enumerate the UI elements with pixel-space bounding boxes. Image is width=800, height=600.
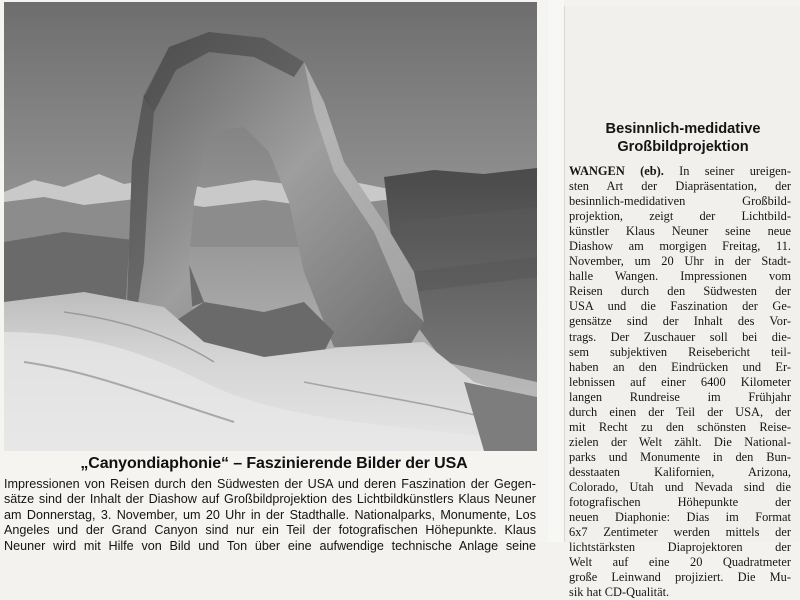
right-headline-line: Besinnlich-medidative [605,121,761,137]
right-article-line: lichtstärksten Diaprojektoren der [569,540,791,555]
right-article-line: Colorado, Utah und Nevada sind die [569,479,791,494]
right-article-body [569,164,791,600]
right-article-line: USA und die Faszination der Ge- [569,299,791,314]
right-article-line: projektion, zeigt der Lichtbild- [569,209,791,224]
right-article-line: desstaaten Kalifornien, Arizona, [569,464,791,479]
left-article-line: Impressionen von Reisen durch den Südwesten der USA und deren Faszination der Gegen- [4,477,536,491]
right-article-line: zielen der Welt zählt. Die National- [569,434,791,449]
right-headline [565,120,800,156]
page-gutter [548,0,564,542]
right-article-line: mit Recht zu den schönsten Reise- [569,419,791,434]
left-headline: „Canyondiaphonie“ – Faszinierende Bilder der USA [80,455,468,472]
right-article-line: fotografischen Höhepunkte der [569,495,791,510]
dateline: WANGEN (eb). [569,164,664,178]
right-article-line: neuen Diaphonie: Dias im Format [569,510,791,525]
right-article-first-line [569,164,791,179]
right-article-line: künstler Klaus Neuner seine neue [569,224,791,239]
right-article-line: große Leinwand projiziert. Die Mu- [569,570,791,585]
right-article-line: November, um 20 Uhr in der Stadt- [569,254,791,269]
right-article-line: Diashow am morgigen Freitag, 11. [569,239,791,254]
left-article-line: sätze sind der Inhalt der Diashow auf Großbildprojektion des Lichtbildkünstlers Klaus Neuner [4,492,536,507]
right-article-line: Reisen durch den Südwesten der [569,284,791,299]
right-article-line: sem subjektiven Reisebericht teil- [569,344,791,359]
right-newspaper-clipping [564,6,800,600]
right-article-line: parks und Monumente in den Bun- [569,449,791,464]
right-article-line: 6x7 Zentimeter werden mittels der [569,525,791,540]
right-article-line: trags. Der Zuschauer soll bei die- [569,329,791,344]
right-article-line: sik hat CD-Qualität. [569,585,670,600]
right-article-line: durch einen der Teil der USA, der [569,404,791,419]
right-article-line: langen Rundreise im Frühjahr [569,389,791,404]
left-article-line: am Donnerstag, 3. November, um 20 Uhr in der Stadthalle. Nationalparks, Monumente, Los [4,507,536,522]
first-line-text: In seiner ureigen- [679,164,791,178]
right-article-line: gensätze sind der Inhalt des Vor- [569,314,791,329]
left-article-line: Angeles und der Grand Canyon sind nur ein Teil der fotografischen Höhepunkte. Klaus [4,523,536,538]
right-article-line: sten Art der Diapräsentation, der [569,179,791,194]
arch-photo [4,2,537,451]
right-article-line: Welt auf eine 20 Quadratmeter [569,555,791,570]
right-headline-line: Großbildprojektion [617,139,749,155]
left-article-body [4,477,536,554]
right-article-line: besinnlich-medidativen Großbild- [569,194,791,209]
right-article-line: lebnissen auf einer 6400 Kilometer [569,374,791,389]
arch-photo-image [4,2,537,451]
right-article-line: halle Wangen. Impressionen vom [569,269,791,284]
left-article-line: Neuner wird mit Hilfe von Bild und Ton über eine aufwendige technische Anlage seine [4,538,536,553]
right-article-line: haben an den Eindrücken und Er- [569,359,791,374]
